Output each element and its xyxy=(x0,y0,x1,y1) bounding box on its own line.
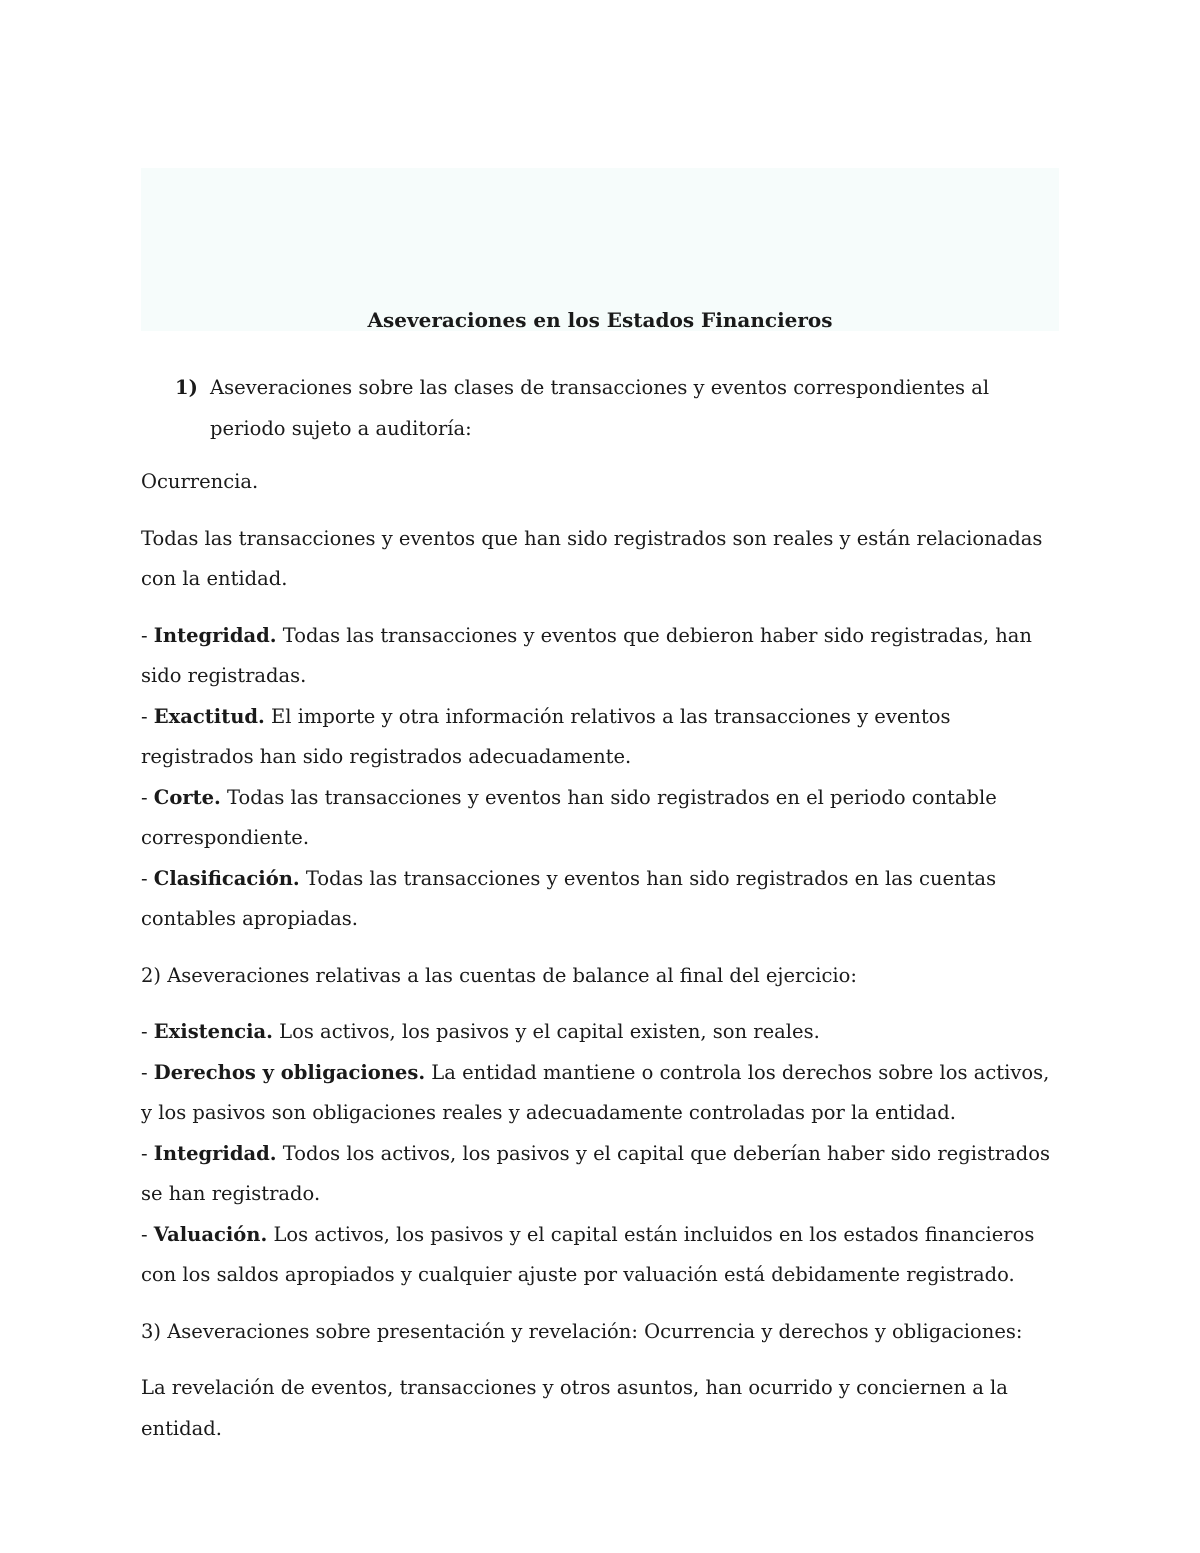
section-2-heading: 2) Aseveraciones relativas a las cuentas de balance al final del ejercicio: xyxy=(141,963,857,987)
document-body xyxy=(141,368,1061,1465)
list-item-valuacion: - Valuación. Los activos, los pasivos y el capital están incluidos en los estados financieros con los saldos apropiados y cualquier ajuste por valuación está debidamente registrado. xyxy=(141,1222,1035,1286)
section-1-number: 1) xyxy=(175,376,198,399)
section-1-list xyxy=(141,616,1061,940)
section-1-heading-text: Aseveraciones sobre las clases de transacciones y eventos correspondientes al periodo sujeto a auditoría: xyxy=(210,376,990,440)
list-item-corte: - Corte. Todas las transacciones y eventos han sido registrados en el periodo contable correspondiente. xyxy=(141,785,997,849)
list-item-existencia: - Existencia. Los activos, los pasivos y el capital existen, son reales. xyxy=(141,1020,820,1043)
section-2-list xyxy=(141,1012,1061,1296)
ocurrencia-label: Ocurrencia. xyxy=(141,470,259,493)
list-item-derechos-obligaciones: - Derechos y obligaciones. La entidad mantiene o controla los derechos sobre los activos, y los pasivos son obligaciones reales y adecuadamente controladas por la entidad. xyxy=(141,1060,1050,1124)
section-1-heading xyxy=(141,368,1061,449)
section-3-text: La revelación de eventos, transacciones y otros asuntos, han ocurrido y conciernen a la entidad. xyxy=(141,1376,1008,1440)
document-title: Aseveraciones en los Estados Financieros xyxy=(367,308,833,332)
section-3-heading: 3) Aseveraciones sobre presentación y revelación: Ocurrencia y derechos y obligaciones: xyxy=(141,1319,1023,1343)
list-item-exactitud: - Exactitud. El importe y otra información relativos a las transacciones y eventos registrados han sido registrados adecuadamente. xyxy=(141,704,951,768)
list-item-integridad-2: - Integridad. Todos los activos, los pasivos y el capital que deberían haber sido registrados se han registrado. xyxy=(141,1141,1050,1205)
ocurrencia-text: Todas las transacciones y eventos que han sido registrados son reales y están relacionadas con la entidad. xyxy=(141,526,1043,590)
list-item-clasificacion: - Clasificación. Todas las transacciones y eventos han sido registrados en las cuentas contables apropiadas. xyxy=(141,866,997,930)
list-item-integridad: - Integridad. Todas las transacciones y eventos que debieron haber sido registradas, han sido registradas. xyxy=(141,623,1032,687)
